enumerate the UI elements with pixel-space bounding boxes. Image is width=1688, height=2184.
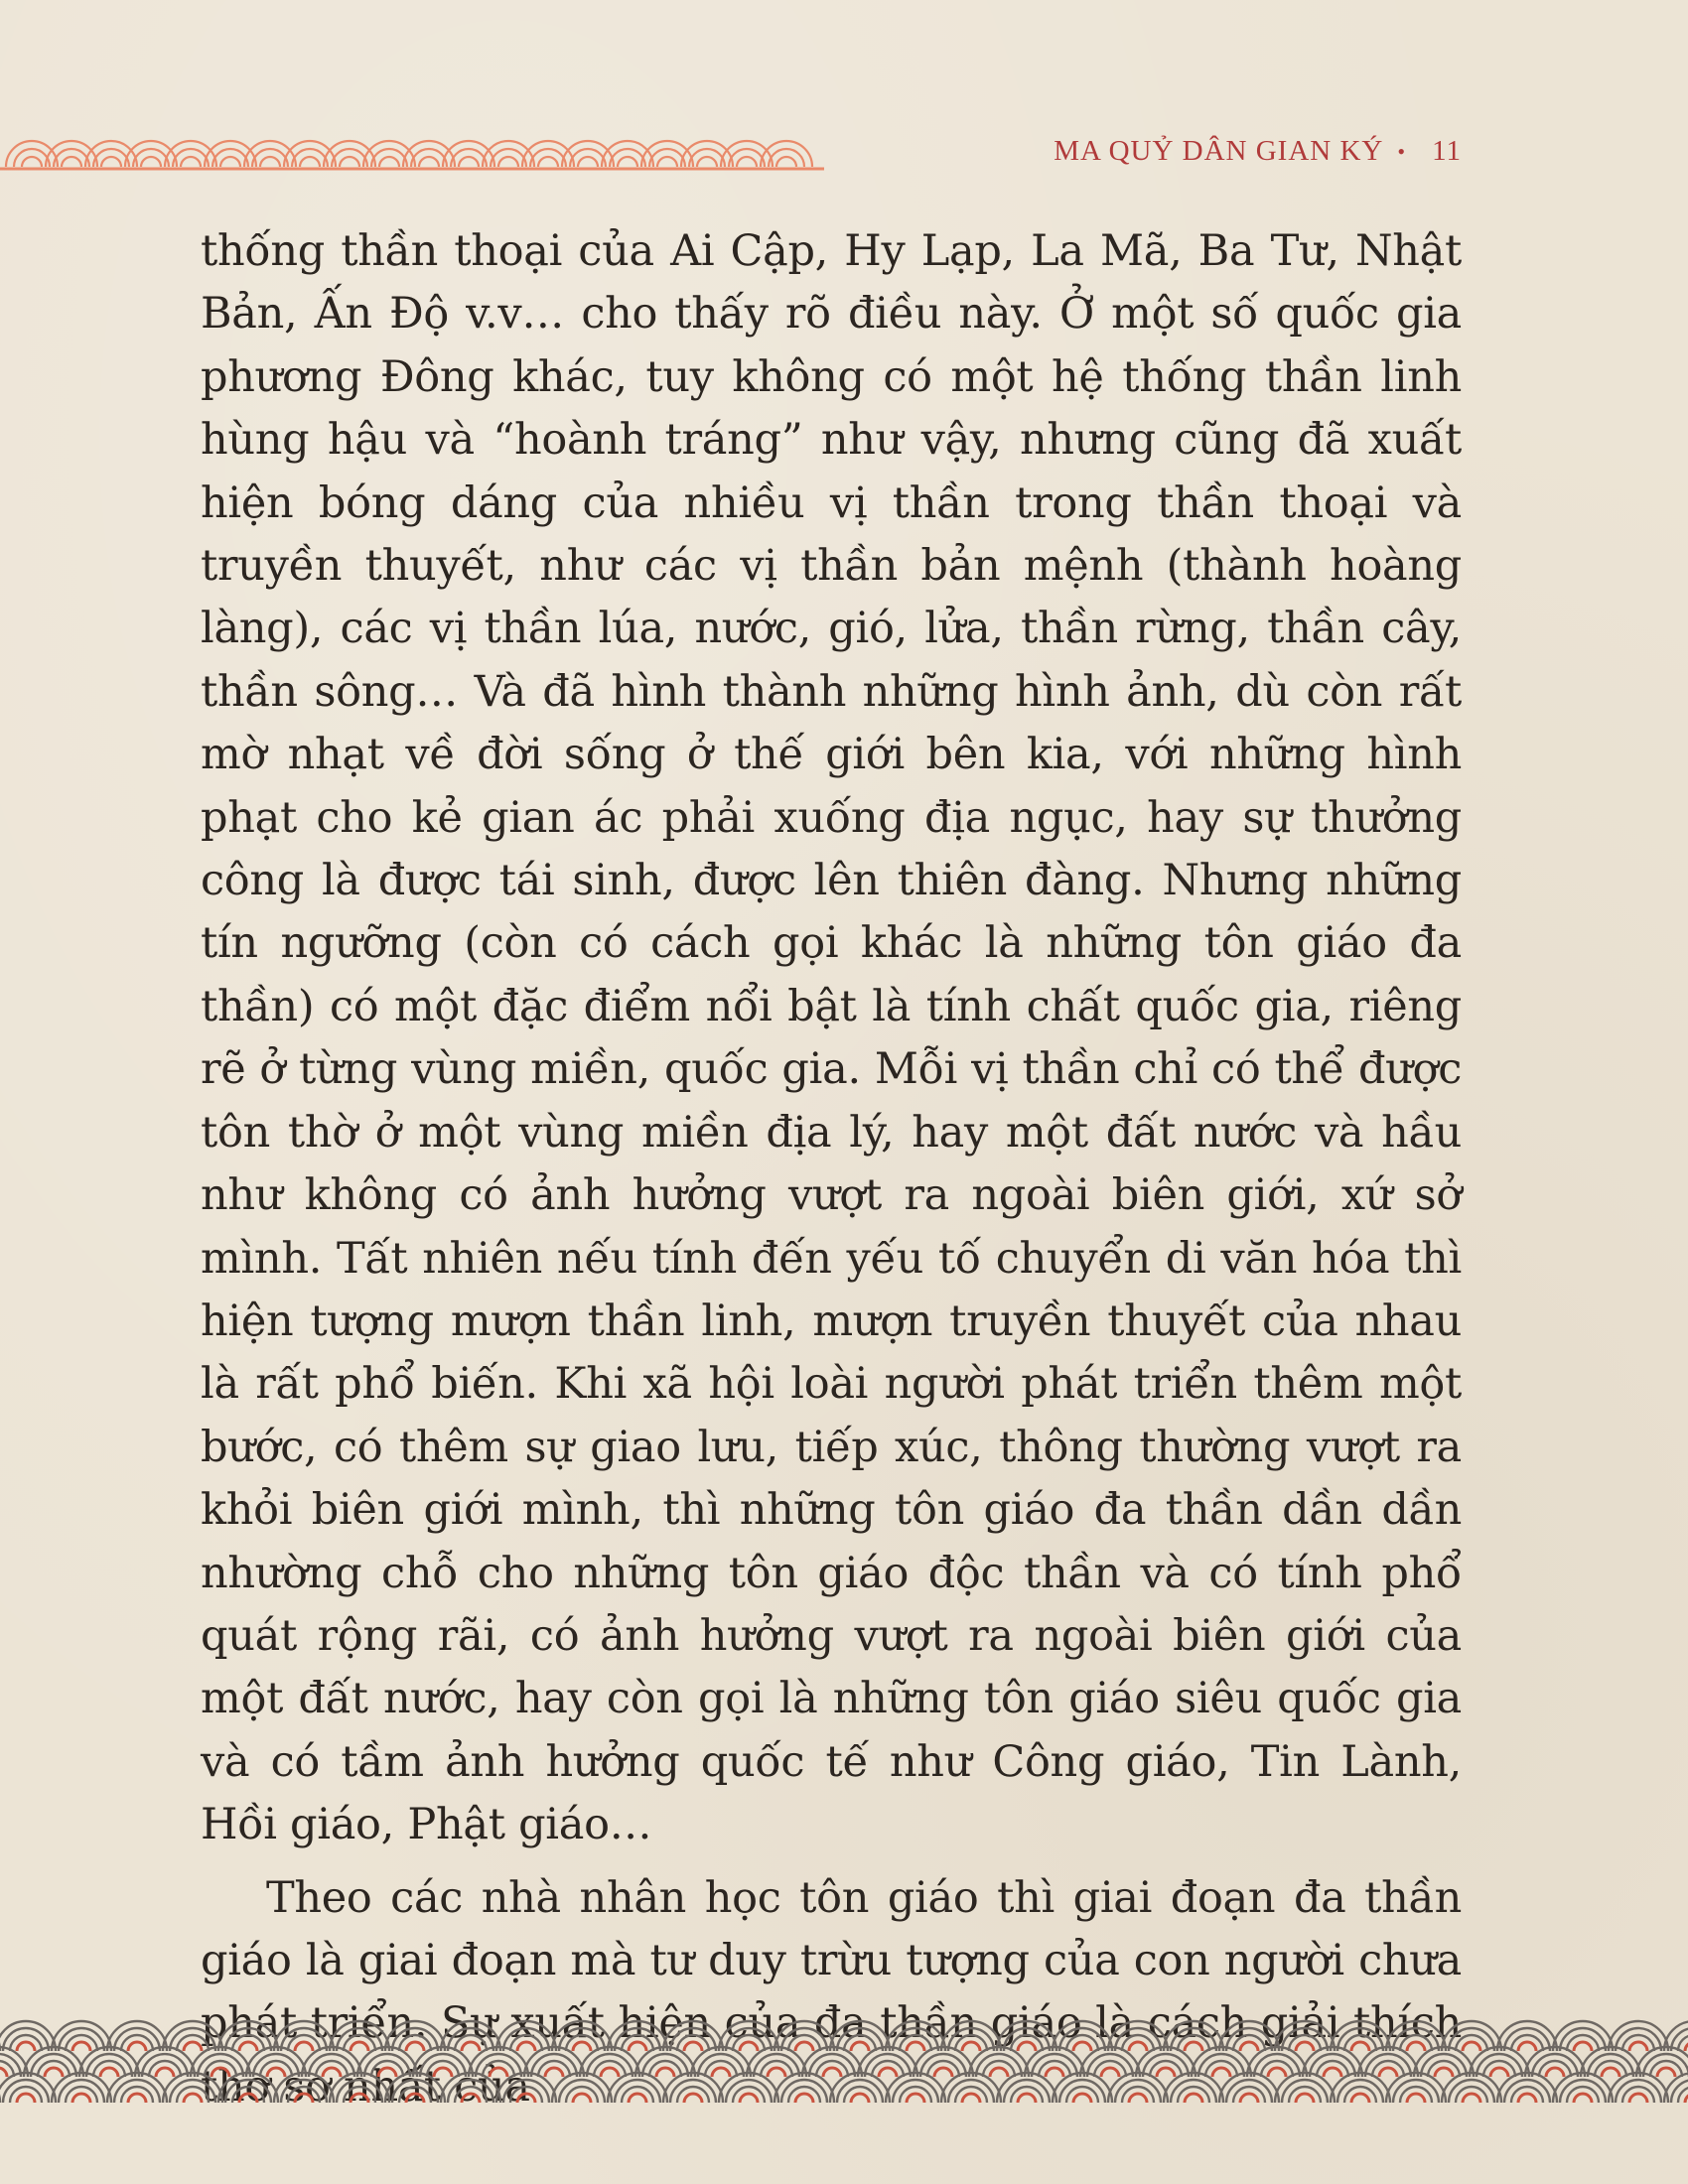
bullet-separator: • [1397,138,1407,164]
bottom-wave-border [0,2013,1688,2122]
paragraph-2: Theo các nhà nhân học tôn giáo thì giai đoạn đa thần giáo là giai đoạn mà tư duy trừu tượng của con người chưa phát triển. Sự xuất hiện của đa thần giáo là cách giải thích thơ sơ nhất của [201,1872,1462,2112]
running-title: MA QUỶ DÂN GIAN KÝ [1054,135,1384,167]
page-number: 11 [1432,135,1462,167]
running-head [1054,135,1462,168]
paragraph-1: thống thần thoại của Ai Cập, Hy Lạp, La Mã, Ba Tư, Nhật Bản, Ấn Độ v.v… cho thấy rõ điều này. Ở một số quốc gia phương Đông khác, tuy không có một hệ thống thần linh hùng hậu và “hoành tráng” như vậy, nhưng cũng đã xuất hiện bóng dáng của nhiều vị thần trong thần thoại và truyền thuyết, như các vị thần bản mệnh (thành hoàng làng), các vị thần lúa, nước, gió, lửa, thần rừng, thần cây, thần sông… Và đã hình thành những hình ảnh, dù còn rất mờ nhạt về đời sống ở thế giới bên kia, với những hình phạt cho kẻ gian ác phải xuống địa ngục, hay sự thưởng công là được tái sinh, được lên thiên đàng. Nhưng những tín ngưỡng (còn có cách gọi khác là những tôn giáo đa thần) có một đặc điểm nổi bật là tính chất quốc gia, riêng rẽ ở từng vùng miền, quốc gia. Mỗi vị thần chỉ có thể được tôn thờ ở một vùng miền địa lý, hay một đất nước và hầu như không có ảnh hưởng vượt ra ngoài biên giới, xứ sở mình. Tất nhiên nếu tính đến yếu tố chuyển di văn hóa thì hiện tượng mượn thần linh, mượn truyền thuyết của nhau là rất phổ biến. Khi xã hội loài người phát triển thêm một bước, có thêm sự giao lưu, tiếp xúc, thông thường vượt ra khỏi biên giới mình, thì những tôn giáo đa thần dần dần nhường chỗ cho những tôn giáo độc thần và có tính phổ quát rộng rãi, có ảnh hưởng vượt ra ngoài biên giới của một đất nước, hay còn gọi là những tôn giáo siêu quốc gia và có tầm ảnh hưởng quốc tế như Công giáo, Tin Lành, Hồi giáo, Phật giáo… [201,226,1462,1850]
top-scallop-border [0,117,824,177]
body-text [201,220,1462,2118]
